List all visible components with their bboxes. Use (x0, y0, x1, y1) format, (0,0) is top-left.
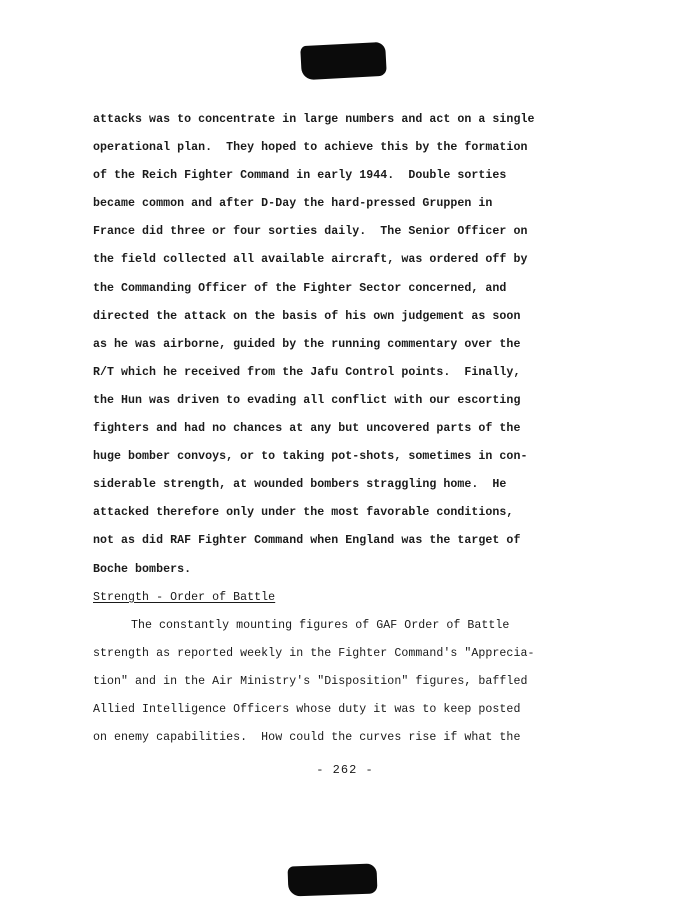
text-line: fighters and had no chances at any but uncovered parts of the (93, 422, 521, 436)
section-heading: Strength - Order of Battle (93, 590, 276, 604)
text-line: R/T which he received from the Jafu Control points. Finally, (93, 365, 521, 379)
text-line: The constantly mounting figures of GAF Order of Battle (131, 618, 510, 632)
text-line: directed the attack on the basis of his own judgement as soon (93, 309, 521, 323)
text-line: not as did RAF Fighter Command when England was the target of (93, 534, 521, 548)
text-line: Allied Intelligence Officers whose duty it was to keep posted (93, 702, 521, 716)
document-body (93, 106, 563, 752)
text-line: siderable strength, at wounded bombers straggling home. He (93, 478, 507, 492)
text-line: France did three or four sorties daily. The Senior Officer on (93, 225, 528, 239)
text-line: the Commanding Officer of the Fighter Sector concerned, and (93, 281, 507, 295)
text-line: became common and after D-Day the hard-pressed Gruppen in (93, 197, 493, 211)
text-line: huge bomber convoys, or to taking pot-shots, sometimes in con- (93, 450, 528, 464)
text-line: strength as reported weekly in the Fighter Command's "Apprecia- (93, 646, 535, 660)
text-line: Boche bombers. (93, 562, 192, 576)
text-line: on enemy capabilities. How could the curves rise if what the (93, 731, 521, 745)
text-line: attacks was to concentrate in large numbers and act on a single (93, 113, 535, 126)
text-line: of the Reich Fighter Command in early 1944. Double sorties (93, 169, 507, 183)
text-line: as he was airborne, guided by the running commentary over the (93, 337, 521, 351)
redaction-mark-top (300, 42, 387, 80)
text-line: operational plan. They hoped to achieve this by the formation (93, 141, 528, 155)
text-line: attacked therefore only under the most favorable conditions, (93, 506, 514, 520)
text-line: tion" and in the Air Ministry's "Disposition" figures, baffled (93, 674, 528, 688)
redaction-mark-bottom (288, 863, 378, 896)
paragraph-2 (93, 612, 563, 752)
text-line: the field collected all available aircraft, was ordered off by (93, 253, 528, 267)
text-line: the Hun was driven to evading all conflict with our escorting (93, 393, 521, 407)
page-number: - 262 - (316, 763, 374, 777)
paragraph-1 (93, 106, 563, 584)
